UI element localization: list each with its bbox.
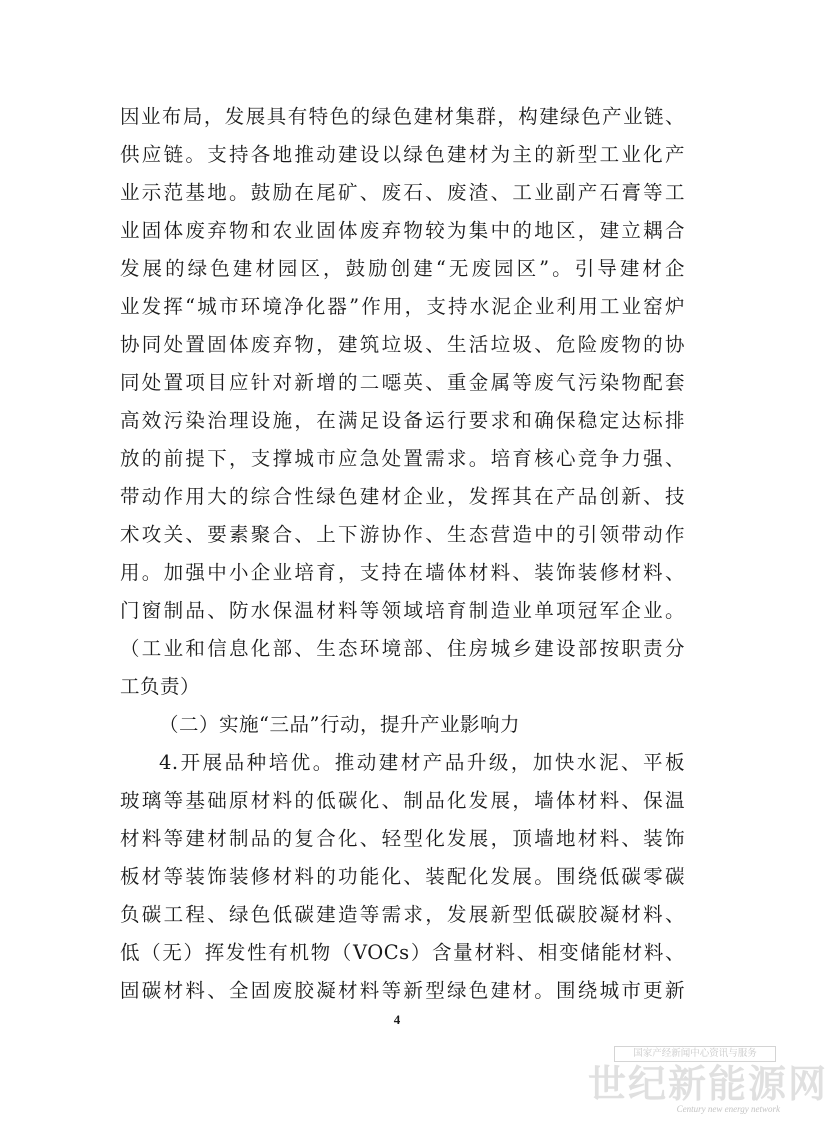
body-line: 放的前提下，支撑城市应急处置需求。培育核心竞争力强、: [120, 447, 685, 470]
item4-line: 材料等建材制品的复合化、轻型化发展，顶墙地材料、装饰: [120, 827, 685, 850]
item4-line: 低（无）挥发性有机物（VOCs）含量材料、相变储能材料、: [120, 941, 685, 964]
body-line: 协同处置固体废弃物，建筑垃圾、生活垃圾、危险废物的协: [120, 333, 685, 356]
item4-line: 负碳工程、绿色低碳建造等需求，发展新型低碳胶凝材料、: [120, 903, 685, 926]
body-line: 业示范基地。鼓励在尾矿、废石、废渣、工业副产石膏等工: [120, 181, 685, 204]
body-line: 门窗制品、防水保温材料等领域培育制造业单项冠军企业。: [120, 599, 685, 622]
watermark-tagline: 国家产经新闻中心资讯与服务: [614, 1046, 776, 1062]
watermark-logo-text: 世纪新能源网: [588, 1062, 828, 1106]
body-line: 业发挥“城市环境净化器”作用，支持水泥企业利用工业窑炉: [120, 295, 685, 318]
body-line: 供应链。支持各地推动建设以绿色建材为主的新型工业化产: [120, 143, 685, 166]
body-line: 发展的绿色建材园区，鼓励创建“无废园区”。引导建材企: [120, 257, 685, 280]
watermark-subtitle: Century new energy network: [676, 1104, 780, 1114]
body-line: 同处置项目应针对新增的二噁英、重金属等废气污染物配套: [120, 371, 685, 394]
body-line: （工业和信息化部、生态环境部、住房城乡建设部按职责分: [120, 637, 685, 660]
item4-line: 玻璃等基础原材料的低碳化、制品化发展，墙体材料、保温: [120, 789, 685, 812]
body-line: 工负责）: [120, 675, 201, 698]
body-line: 高效污染治理设施，在满足设备运行要求和确保稳定达标排: [120, 409, 685, 432]
body-line: 业固体废弃物和农业固体废弃物较为集中的地区，建立耦合: [120, 219, 685, 242]
item4-line: 固碳材料、全固废胶凝材料等新型绿色建材。围绕城市更新: [120, 979, 685, 1002]
body-line: 用。加强中小企业培育，支持在墙体材料、装饰装修材料、: [120, 561, 685, 584]
item4-first-line: 4.开展品种培优。推动建材产品升级，加快水泥、平板: [159, 751, 685, 774]
body-line: 因业布局，发展具有特色的绿色建材集群，构建绿色产业链、: [120, 105, 685, 128]
section-heading: （二）实施“三品”行动，提升产业影响力: [159, 713, 520, 736]
item4-line: 板材等装饰装修材料的功能化、装配化发展。围绕低碳零碳: [120, 865, 685, 888]
body-line: 带动作用大的综合性绿色建材企业，发挥其在产品创新、技: [120, 485, 685, 508]
body-line: 术攻关、要素聚合、上下游协作、生态营造中的引领带动作: [120, 523, 685, 546]
page-number: 4: [393, 1012, 401, 1027]
